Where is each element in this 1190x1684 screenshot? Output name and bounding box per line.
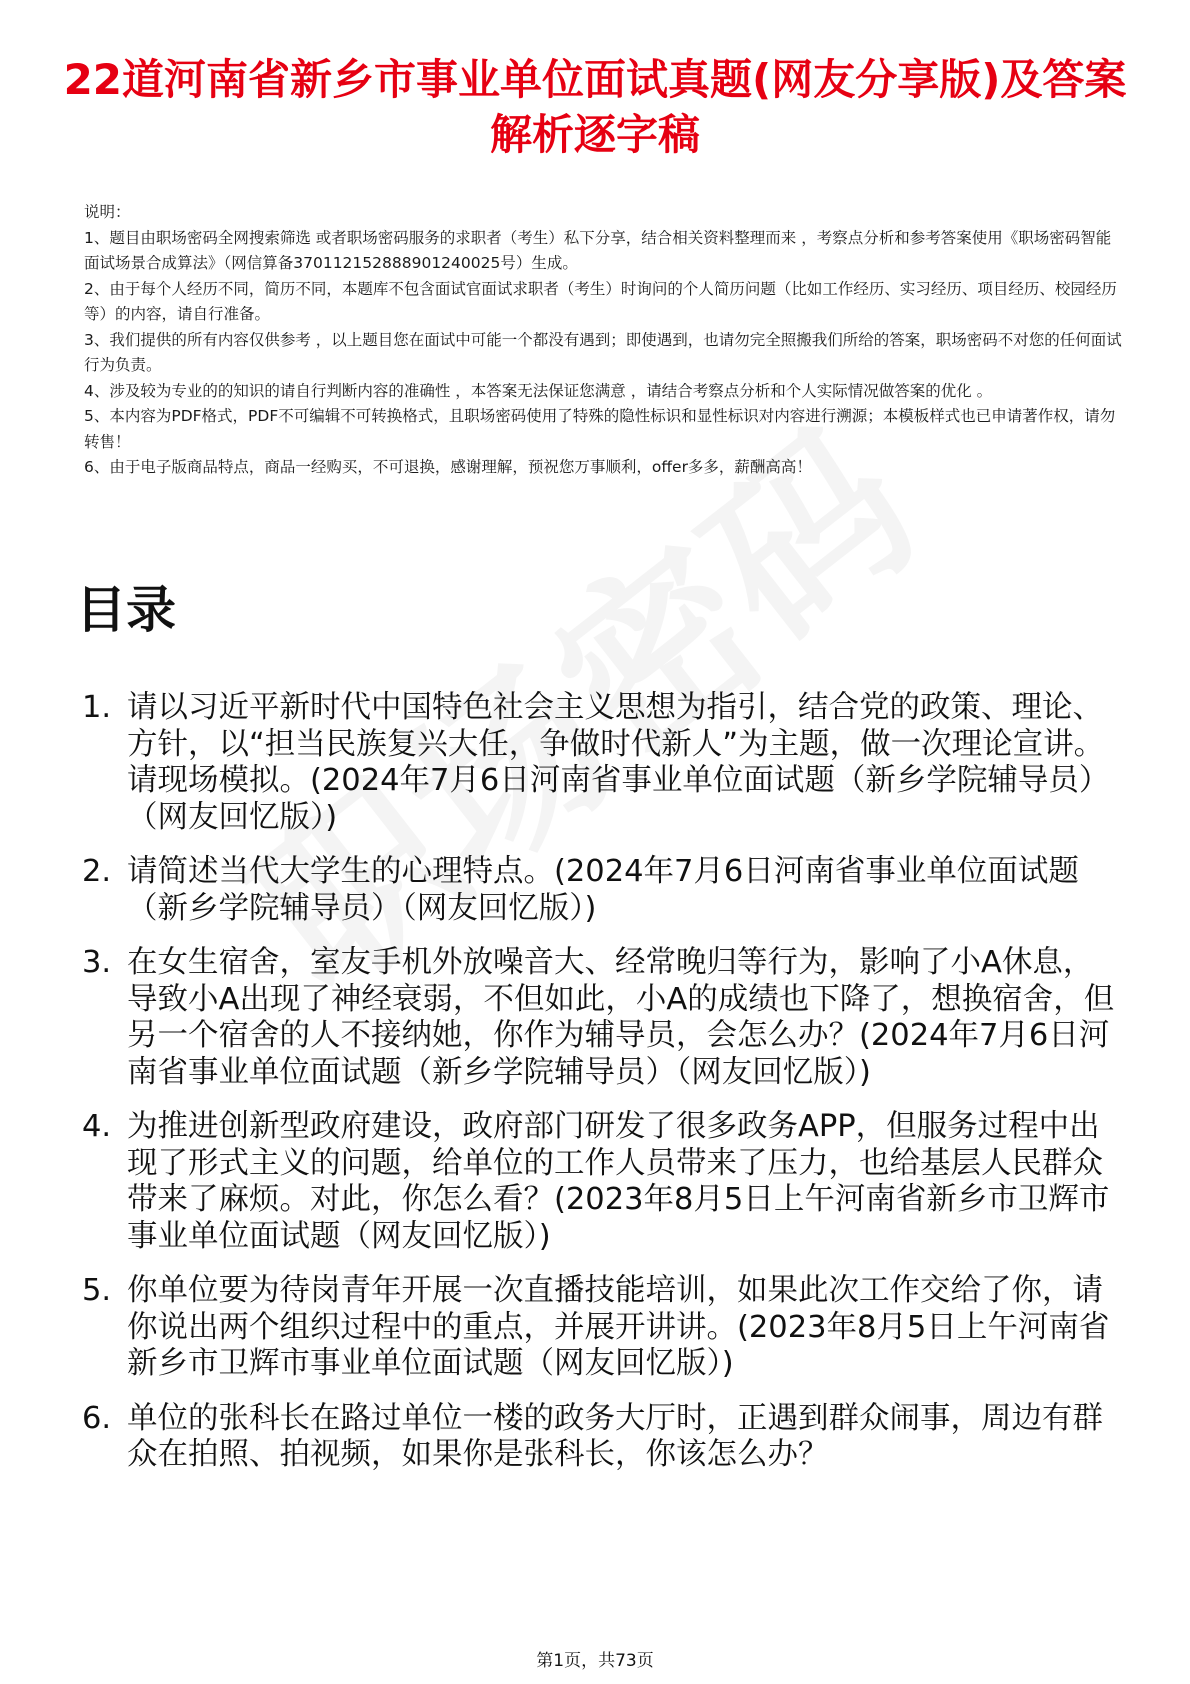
table-of-contents — [72, 690, 1122, 1492]
note-item: 1、题目由职场密码全网搜索筛选 或者职场密码服务的求职者（考生）私下分享，结合相关资料整理而来 ，考察点分析和参考答案使用《职场密码智能面试场景合成算法》（网信算备370112152888901240025号）生成。 — [84, 228, 1112, 272]
toc-item-number: 6. — [82, 1400, 112, 1436]
notes-section — [84, 200, 1124, 481]
toc-item-text: 单位的张科长在路过单位一楼的政务大厅时，正遇到群众闹事，周边有群众在拍照、拍视频，如果你是张科长，你该怎么办？ — [127, 1400, 1103, 1472]
note-item: 3、我们提供的所有内容仅供参考 ，以上题目您在面试中可能一个都没有遇到；即使遇到，也请勿完全照搬我们所给的答案，职场密码不对您的任何面试行为负责。 — [84, 330, 1122, 374]
toc-item[interactable] — [72, 1273, 1122, 1383]
toc-item-number: 2. — [82, 854, 112, 889]
toc-item-text: 你单位要为待岗青年开展一次直播技能培训，如果此次工作交给了你，请你说出两个组织过程中的重点，并展开讲讲。(2023年8月5日上午河南省新乡市卫辉市事业单位面试题（网友回忆版）) — [127, 1273, 1110, 1381]
note-item: 2、由于每个人经历不同，简历不同，本题库不包含面试官面试求职者（考生）时询问的个人简历问题（比如工作经历、实习经历、项目经历、校园经历等）的内容，请自行准备。 — [84, 279, 1117, 323]
note-item: 4、涉及较为专业的的知识的请自行判断内容的准确性 ，本答案无法保证您满意 ，请结合考察点分析和个人实际情况做答案的优化 。 — [84, 381, 993, 400]
toc-item-number: 1. — [82, 690, 112, 725]
toc-item-text: 请以习近平新时代中国特色社会主义思想为指引，结合党的政策、理论、方针，以“担当民族复兴大任，争做时代新人”为主题，做一次理论宣讲。请现场模拟。(2024年7月6日河南省事业单位面试题（新乡学院辅导员）（网友回忆版）) — [127, 690, 1110, 835]
toc-item[interactable] — [72, 854, 1122, 927]
notes-heading: 说明： — [84, 203, 131, 221]
note-item: 6、由于电子版商品特点，商品一经购买，不可退换，感谢理解，预祝您万事顺利，offer多多，薪酬高高！ — [84, 458, 812, 476]
toc-item[interactable] — [72, 690, 1122, 836]
toc-item[interactable] — [72, 945, 1122, 1091]
toc-item[interactable] — [72, 1401, 1122, 1474]
toc-heading: 目录 — [76, 581, 176, 639]
page-footer: 第1页，共73页 — [536, 1651, 654, 1671]
toc-item-number: 5. — [82, 1273, 112, 1308]
toc-item-text: 在女生宿舍，室友手机外放噪音大、经常晚归等行为，影响了小A休息，导致小A出现了神经衰弱，不但如此，小A的成绩也下降了，想换宿舍，但另一个宿舍的人不接纳她，你作为辅导员，会怎么办？(2024年7月6日河南省事业单位面试题（新乡学院辅导员）（网友回忆版）) — [127, 945, 1115, 1090]
document-title: 22道河南省新乡市事业单位面试真题(网友分享版)及答案解析逐字稿 — [63, 55, 1127, 159]
toc-item-text: 请简述当代大学生的心理特点。(2024年7月6日河南省事业单位面试题（新乡学院辅导员）（网友回忆版）) — [127, 854, 1079, 926]
toc-item-number: 3. — [82, 945, 112, 980]
toc-item[interactable] — [72, 1109, 1122, 1255]
toc-item-number: 4. — [82, 1109, 112, 1144]
toc-item-text: 为推进创新型政府建设，政府部门研发了很多政务APP，但服务过程中出现了形式主义的问题，给单位的工作人员带来了压力，也给基层人民群众带来了麻烦。对此，你怎么看？(2023年8月5日上午河南省新乡市卫辉市事业单位面试题（网友回忆版）) — [127, 1109, 1110, 1254]
note-item: 5、本内容为PDF格式，PDF不可编辑不可转换格式，且职场密码使用了特殊的隐性标识和显性标识对内容进行溯源；本模板样式也已申请著作权，请勿转售！ — [84, 407, 1116, 451]
